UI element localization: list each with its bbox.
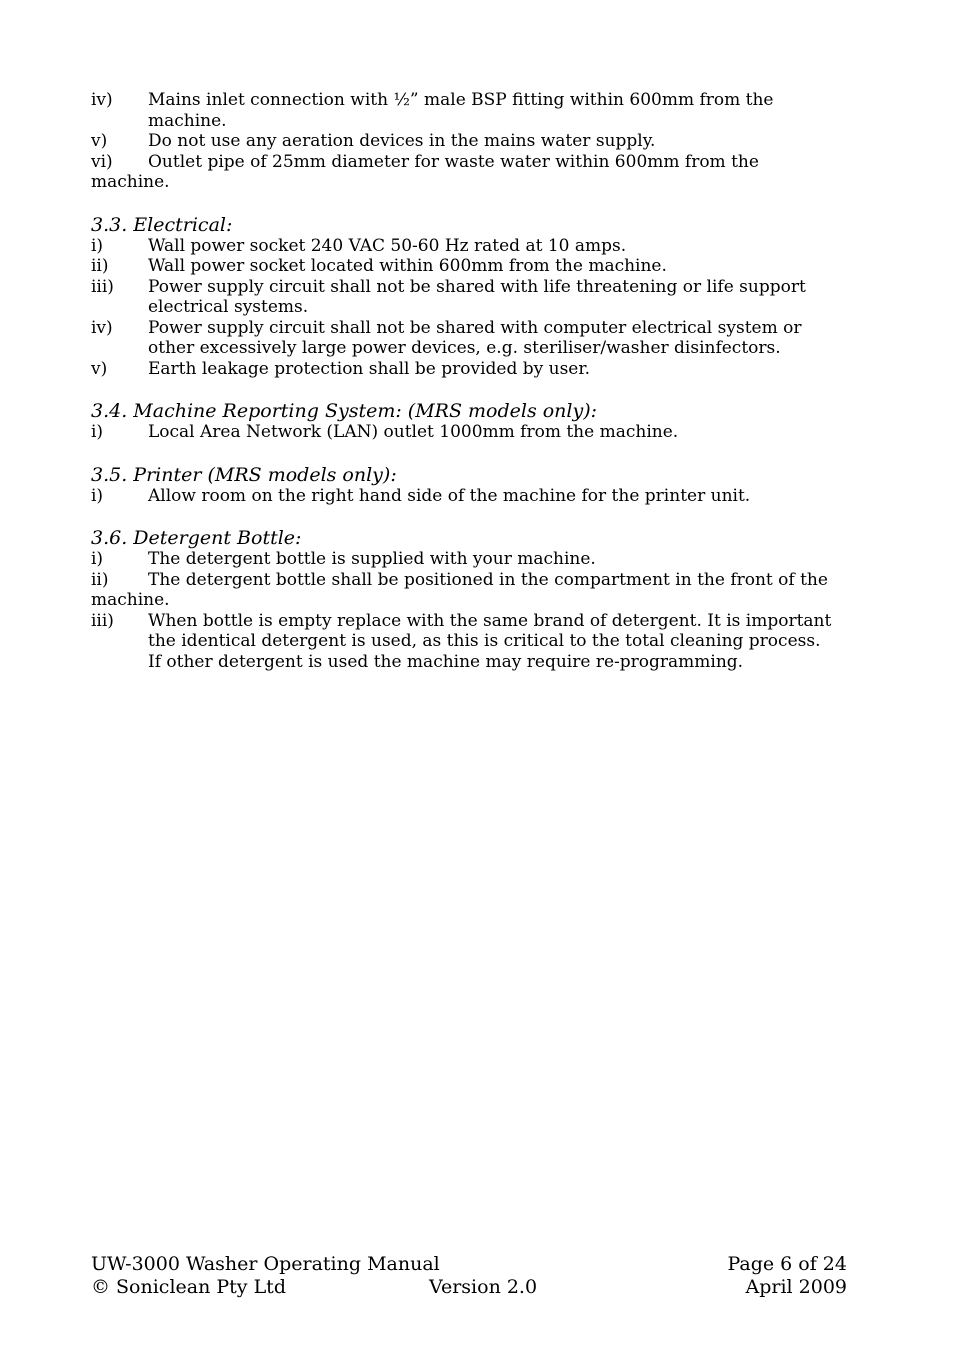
list-item — [91, 570, 871, 611]
list-marker: vi) — [91, 151, 113, 172]
mrs-list — [91, 422, 871, 443]
list-text: When bottle is empty replace with the same brand of detergent. It is important the identical detergent is used, as this is critical to the total cleaning process. If other detergent is used the machine may require re-programming. — [148, 610, 832, 672]
printer-list — [91, 486, 871, 507]
list-item — [91, 318, 871, 359]
footer-version: Version 2.0 — [429, 1276, 538, 1298]
list-marker: iii) — [91, 276, 114, 297]
list-item — [91, 549, 871, 570]
list-marker: iv) — [91, 90, 113, 110]
list-item — [91, 422, 871, 443]
list-marker: v) — [91, 131, 108, 151]
list-marker: v) — [91, 358, 108, 379]
list-text: Local Area Network (LAN) outlet 1000mm from the machine. — [148, 422, 679, 442]
list-marker: iii) — [91, 610, 114, 631]
detergent-list — [91, 549, 871, 672]
section-heading-detergent: 3.6. Detergent Bottle: — [91, 527, 302, 549]
section-heading-mrs: 3.4. Machine Reporting System: (MRS models only): — [91, 400, 598, 422]
footer-date: April 2009 — [745, 1276, 847, 1298]
footer-row-bottom — [91, 1276, 847, 1299]
list-item — [91, 611, 871, 673]
list-marker: i) — [91, 422, 104, 442]
page-footer — [91, 1253, 847, 1299]
list-item — [91, 90, 871, 131]
section-heading-printer: 3.5. Printer (MRS models only): — [91, 463, 397, 486]
list-item — [91, 236, 871, 257]
list-item — [91, 359, 871, 380]
list-marker: i) — [91, 485, 104, 506]
list-marker: ii) — [91, 256, 109, 276]
list-text: The detergent bottle shall be positioned in the compartment in the front of the — [148, 569, 828, 590]
list-item — [91, 152, 871, 193]
list-item — [91, 131, 871, 152]
list-marker: iv) — [91, 317, 113, 338]
list-text-wrap: machine. — [91, 172, 170, 192]
list-text: Mains inlet connection with ½” male BSP fitting within 600mm from the machine. — [148, 90, 774, 131]
list-text-wrap: machine. — [91, 590, 170, 610]
document-body — [91, 90, 871, 672]
list-text: The detergent bottle is supplied with your machine. — [148, 549, 596, 569]
footer-row-top — [91, 1253, 847, 1276]
list-text: Power supply circuit shall not be shared with computer electrical system or other excessively large power devices, e.g. steriliser/washer disinfectors. — [148, 317, 802, 358]
list-text: Allow room on the right hand side of the machine for the printer unit. — [148, 485, 751, 506]
list-item — [91, 486, 871, 507]
list-text: Wall power socket 240 VAC 50-60 Hz rated at 10 amps. — [148, 235, 627, 256]
list-text: Earth leakage protection shall be provided by user. — [148, 358, 591, 379]
list-text: Do not use any aeration devices in the mains water supply. — [148, 131, 656, 151]
footer-document-title: UW-3000 Washer Operating Manual — [91, 1253, 440, 1275]
list-text: Power supply circuit shall not be shared with life threatening or life support electrical systems. — [148, 276, 806, 317]
list-marker: ii) — [91, 569, 109, 590]
water-requirements-list — [91, 90, 871, 193]
list-text: Outlet pipe of 25mm diameter for waste water within 600mm from the — [148, 151, 759, 172]
electrical-list — [91, 236, 871, 380]
list-marker: i) — [91, 549, 104, 569]
section-heading-electrical: 3.3. Electrical: — [91, 213, 233, 236]
list-item — [91, 277, 871, 318]
list-item — [91, 256, 871, 277]
list-text: Wall power socket located within 600mm from the machine. — [148, 256, 667, 276]
footer-copyright: © Soniclean Pty Ltd — [91, 1276, 286, 1298]
list-marker: i) — [91, 235, 104, 256]
footer-page-number: Page 6 of 24 — [727, 1253, 847, 1275]
